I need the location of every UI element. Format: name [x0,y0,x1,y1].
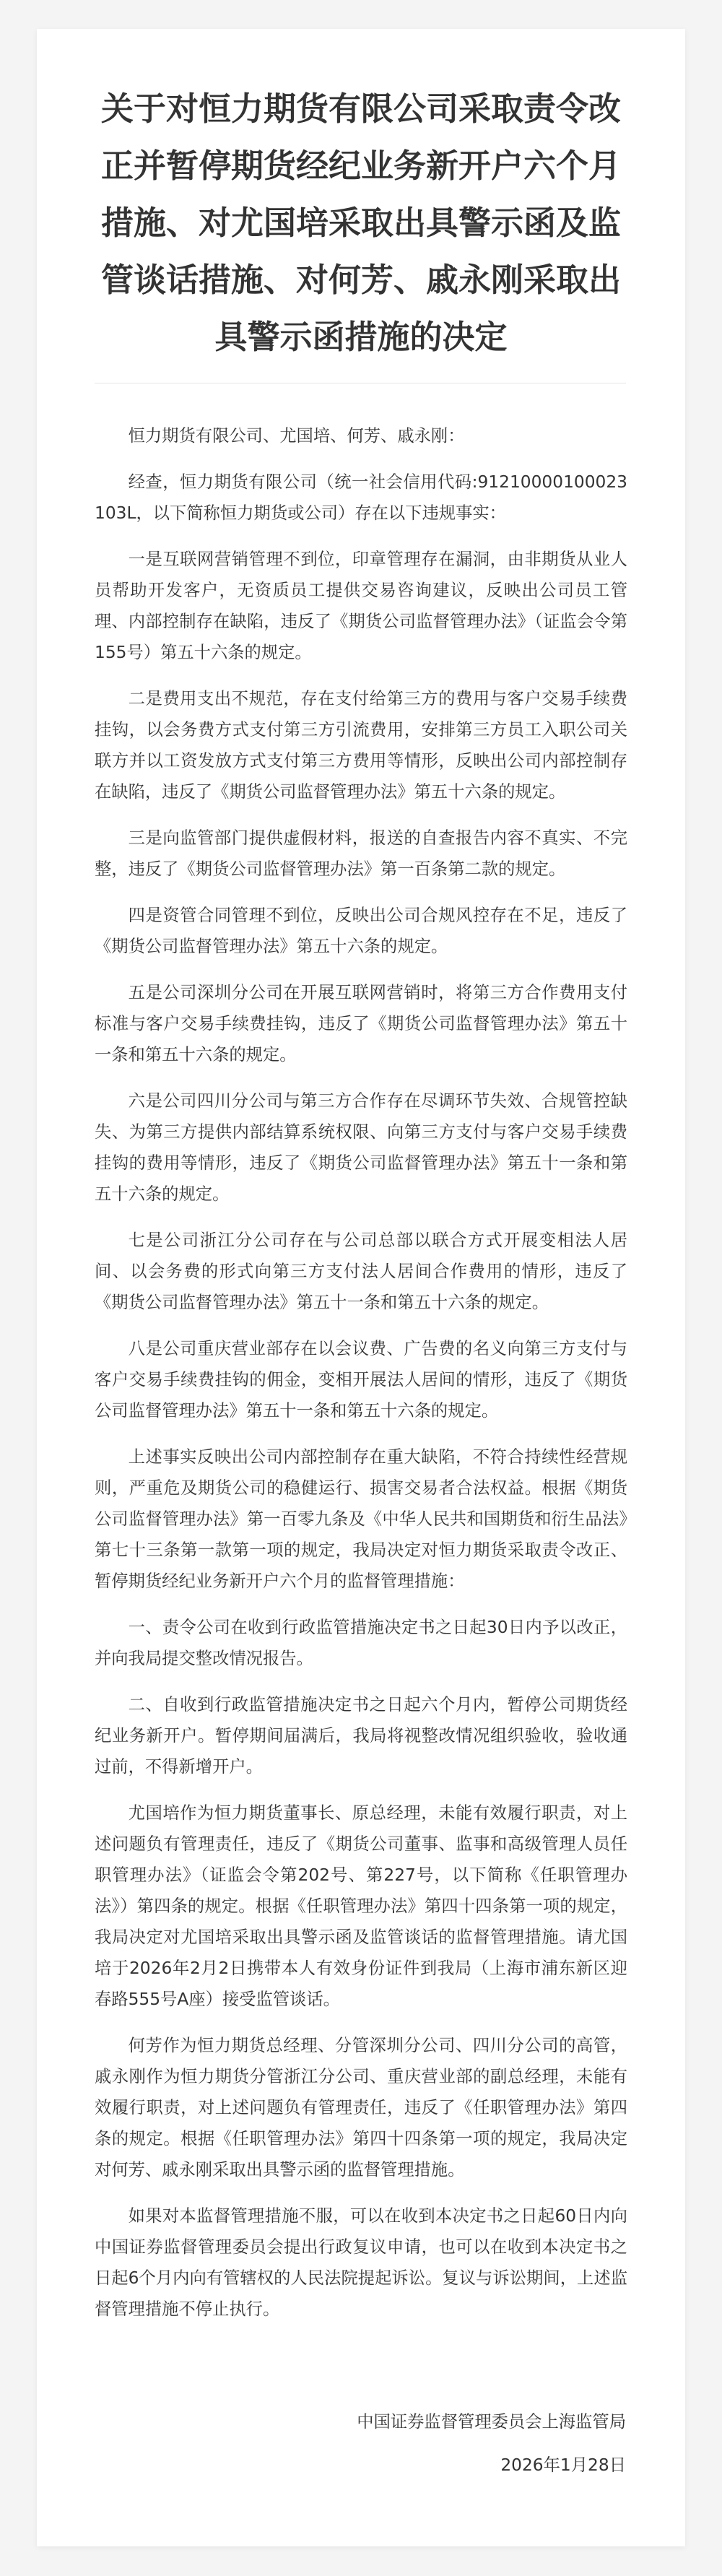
violation-1-paragraph: 一是互联网营销管理不到位，印章管理存在漏洞，由非期货从业人员帮助开发客户，无资质员工提供交易咨询建议，反映出公司员工管理、内部控制存在缺陷，违反了《期货公司监督管理办法》（证监会令第155号）第五十六条的规定。 [95,550,627,662]
appeal-paragraph: 如果对本监督管理措施不服，可以在收到本决定书之日起60日内向中国证券监督管理委员会提出行政复议申请，也可以在收到本决定书之日起6个月内向有管辖权的人民法院提起诉讼。复议与诉讼期间，上述监督管理措施不停止执行。 [95,2206,627,2319]
you-guopei-paragraph: 尤国培作为恒力期货董事长、原总经理，未能有效履行职责，对上述问题负有管理责任，违反了《期货公司董事、监事和高级管理人员任职管理办法》（证监会令第202号、第227号，以下简称《任职管理办法》）第四条的规定。根据《任职管理办法》第四十四条第一项的规定，我局决定对尤国培采取出具警示函及监管谈话的监督管理措施。请尤国培于2026年2月2日携带本人有效身份证件到我局（上海市浦东新区迎春路555号A座）接受监管谈话。 [95,1803,627,2009]
violation-3-paragraph: 三是向监管部门提供虚假材料，报送的自查报告内容不真实、不完整，违反了《期货公司监督管理办法》第一百条第二款的规定。 [95,828,627,879]
document-card [37,29,685,2546]
violation-7-paragraph: 七是公司浙江分公司存在与公司总部以联合方式开展变相法人居间、以会务费的形式向第三方支付法人居间合作费用的情形，违反了《期货公司监督管理办法》第五十一条和第五十六条的规定。 [95,1231,627,1312]
conclusion-paragraph: 上述事实反映出公司内部控制存在重大缺陷，不符合持续性经营规则，严重危及期货公司的稳健运行、损害交易者合法权益。根据《期货公司监督管理办法》第一百零九条及《中华人民共和国期货和衍生品法》第七十三条第一款第一项的规定，我局决定对恒力期货采取责令改正、暂停期货经纪业务新开户六个月的监督管理措施： [95,1447,627,1591]
document-body [95,420,627,2340]
document-title: 关于对恒力期货有限公司采取责令改正并暂停期货经纪业务新开户六个月措施、对尤国培采取出具警示函及监管谈话措施、对何芳、戚永刚采取出具警示函措施的决定 [100,90,621,356]
signature-block [357,2406,626,2481]
violation-4-paragraph: 四是资管合同管理不到位，反映出公司合规风控存在不足，违反了《期货公司监督管理办法》第五十六条的规定。 [95,906,627,956]
issuer-name: 中国证券监督管理委员会上海监管局 [357,2412,626,2432]
measure-2-paragraph: 二、自收到行政监管措施决定书之日起六个月内，暂停公司期货经纪业务新开户。暂停期间届满后，我局将视整改情况组织验收，验收通过前，不得新增开户。 [95,1695,627,1777]
he-fang-qi-yonggang-paragraph: 何芳作为恒力期货总经理、分管深圳分公司、四川分公司的高管，戚永刚作为恒力期货分管浙江分公司、重庆营业部的副总经理，未能有效履行职责，对上述问题负有管理责任，违反了《任职管理办法》第四条的规定。根据《任职管理办法》第四十四条第一项的规定，我局决定对何芳、戚永刚采取出具警示函的监督管理措施。 [95,2036,627,2180]
addressee-paragraph: 恒力期货有限公司、尤国培、何芳、戚永刚： [128,426,465,446]
violation-8-paragraph: 八是公司重庆营业部存在以会议费、广告费的名义向第三方支付与客户交易手续费挂钩的佣金，变相开展法人居间的情形，违反了《期货公司监督管理办法》第五十一条和第五十六条的规定。 [95,1339,627,1421]
body-paragraph: 经查，恒力期货有限公司（统一社会信用代码:91210000100023103L，以下简称恒力期货或公司）存在以下违规事实： [95,472,627,523]
measure-1-paragraph: 一、责令公司在收到行政监管措施决定书之日起30日内予以改正，并向我局提交整改情况报告。 [95,1618,627,1668]
violation-6-paragraph: 六是公司四川分公司与第三方合作存在尽调环节失效、合规管控缺失、为第三方提供内部结算系统权限、向第三方支付与客户交易手续费挂钩的费用等情形，违反了《期货公司监督管理办法》第五十一条和第五十六条的规定。 [95,1091,627,1204]
issue-date: 2026年1月28日 [500,2455,626,2475]
violation-5-paragraph: 五是公司深圳分公司在开展互联网营销时，将第三方合作费用支付标准与客户交易手续费挂钩，违反了《期货公司监督管理办法》第五十一条和第五十六条的规定。 [95,983,627,1064]
violation-2-paragraph: 二是费用支出不规范，存在支付给第三方的费用与客户交易手续费挂钩，以会务费方式支付第三方引流费用，安排第三方员工入职公司关联方并以工资发放方式支付第三方费用等情形，反映出公司内部控制存在缺陷，违反了《期货公司监督管理办法》第五十六条的规定。 [95,689,627,802]
